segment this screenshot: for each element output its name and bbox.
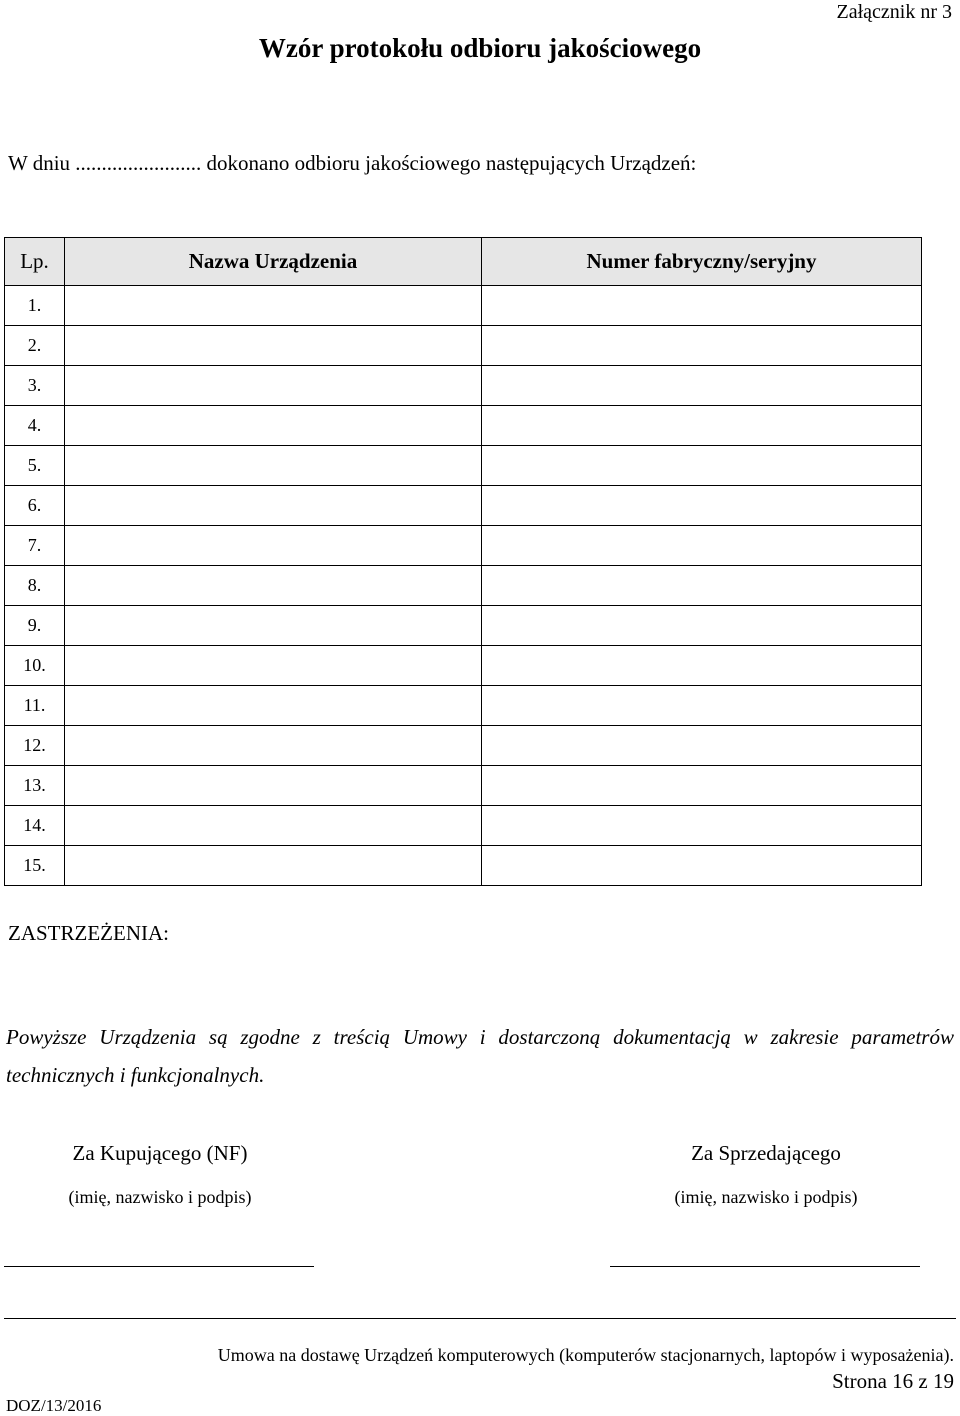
table-row bbox=[5, 326, 922, 366]
row-number: 12. bbox=[5, 726, 65, 766]
serial-number-cell bbox=[482, 526, 922, 566]
serial-number-cell bbox=[482, 406, 922, 446]
serial-number-cell bbox=[482, 846, 922, 886]
serial-number-cell bbox=[482, 366, 922, 406]
table-row bbox=[5, 846, 922, 886]
device-name-cell bbox=[65, 646, 482, 686]
table-row bbox=[5, 606, 922, 646]
table-row bbox=[5, 406, 922, 446]
device-name-cell bbox=[65, 606, 482, 646]
device-name-cell bbox=[65, 446, 482, 486]
seller-signature-subtitle: (imię, nazwisko i podpis) bbox=[674, 1187, 858, 1207]
device-name-cell bbox=[65, 526, 482, 566]
table-header-row bbox=[5, 238, 922, 286]
reservations-label: ZASTRZEŻENIA: bbox=[8, 921, 169, 945]
table-row bbox=[5, 486, 922, 526]
device-name-cell bbox=[65, 846, 482, 886]
serial-number-cell bbox=[482, 326, 922, 366]
row-number: 15. bbox=[5, 846, 65, 886]
device-name-cell bbox=[65, 326, 482, 366]
buyer-signature-line bbox=[4, 1266, 314, 1267]
serial-number-cell bbox=[482, 646, 922, 686]
page-number: Strona 16 z 19 bbox=[832, 1369, 954, 1393]
table-row bbox=[5, 526, 922, 566]
column-header-lp: Lp. bbox=[5, 238, 65, 286]
serial-number-cell bbox=[482, 446, 922, 486]
seller-signature-title: Za Sprzedającego bbox=[691, 1141, 841, 1165]
table-row bbox=[5, 286, 922, 326]
device-name-cell bbox=[65, 566, 482, 606]
devices-table bbox=[4, 237, 922, 886]
page-title: Wzór protokołu odbioru jakościowego bbox=[258, 33, 702, 63]
table-row bbox=[5, 726, 922, 766]
table-row bbox=[5, 806, 922, 846]
table-row bbox=[5, 366, 922, 406]
table-row bbox=[5, 646, 922, 686]
table-row bbox=[5, 566, 922, 606]
device-name-cell bbox=[65, 406, 482, 446]
table-row bbox=[5, 446, 922, 486]
row-number: 5. bbox=[5, 446, 65, 486]
serial-number-cell bbox=[482, 726, 922, 766]
footer-divider bbox=[4, 1318, 956, 1319]
device-name-cell bbox=[65, 686, 482, 726]
row-number: 3. bbox=[5, 366, 65, 406]
serial-number-cell bbox=[482, 606, 922, 646]
device-name-cell bbox=[65, 366, 482, 406]
row-number: 6. bbox=[5, 486, 65, 526]
seller-signature-line bbox=[610, 1266, 920, 1267]
row-number: 14. bbox=[5, 806, 65, 846]
row-number: 9. bbox=[5, 606, 65, 646]
serial-number-cell bbox=[482, 806, 922, 846]
row-number: 7. bbox=[5, 526, 65, 566]
row-number: 10. bbox=[5, 646, 65, 686]
conformity-statement: Powyższe Urządzenia są zgodne z treścią Umowy i dostarczoną dokumentacją w zakresie parametrów technicznych i funkcjonalnych. bbox=[6, 1025, 954, 1087]
annex-label: Załącznik nr 3 bbox=[836, 1, 952, 23]
row-number: 2. bbox=[5, 326, 65, 366]
row-number: 1. bbox=[5, 286, 65, 326]
serial-number-cell bbox=[482, 686, 922, 726]
table-row bbox=[5, 686, 922, 726]
device-name-cell bbox=[65, 806, 482, 846]
serial-number-cell bbox=[482, 286, 922, 326]
device-name-cell bbox=[65, 286, 482, 326]
row-number: 13. bbox=[5, 766, 65, 806]
buyer-signature-subtitle: (imię, nazwisko i podpis) bbox=[68, 1187, 252, 1207]
device-name-cell bbox=[65, 726, 482, 766]
row-number: 11. bbox=[5, 686, 65, 726]
intro-text: W dniu ........................ dokonano odbioru jakościowego następujących Urządzeń: bbox=[8, 151, 697, 175]
serial-number-cell bbox=[482, 766, 922, 806]
buyer-signature-title: Za Kupującego (NF) bbox=[72, 1141, 248, 1165]
device-name-cell bbox=[65, 486, 482, 526]
table-row bbox=[5, 766, 922, 806]
document-reference: DOZ/13/2016 bbox=[6, 1396, 102, 1415]
serial-number-cell bbox=[482, 486, 922, 526]
device-name-cell bbox=[65, 766, 482, 806]
column-header-serial: Numer fabryczny/seryjny bbox=[482, 238, 922, 286]
column-header-name: Nazwa Urządzenia bbox=[65, 238, 482, 286]
row-number: 4. bbox=[5, 406, 65, 446]
serial-number-cell bbox=[482, 566, 922, 606]
row-number: 8. bbox=[5, 566, 65, 606]
footer-description: Umowa na dostawę Urządzeń komputerowych (komputerów stacjonarnych, laptopów i wyposażenia). bbox=[217, 1345, 954, 1365]
